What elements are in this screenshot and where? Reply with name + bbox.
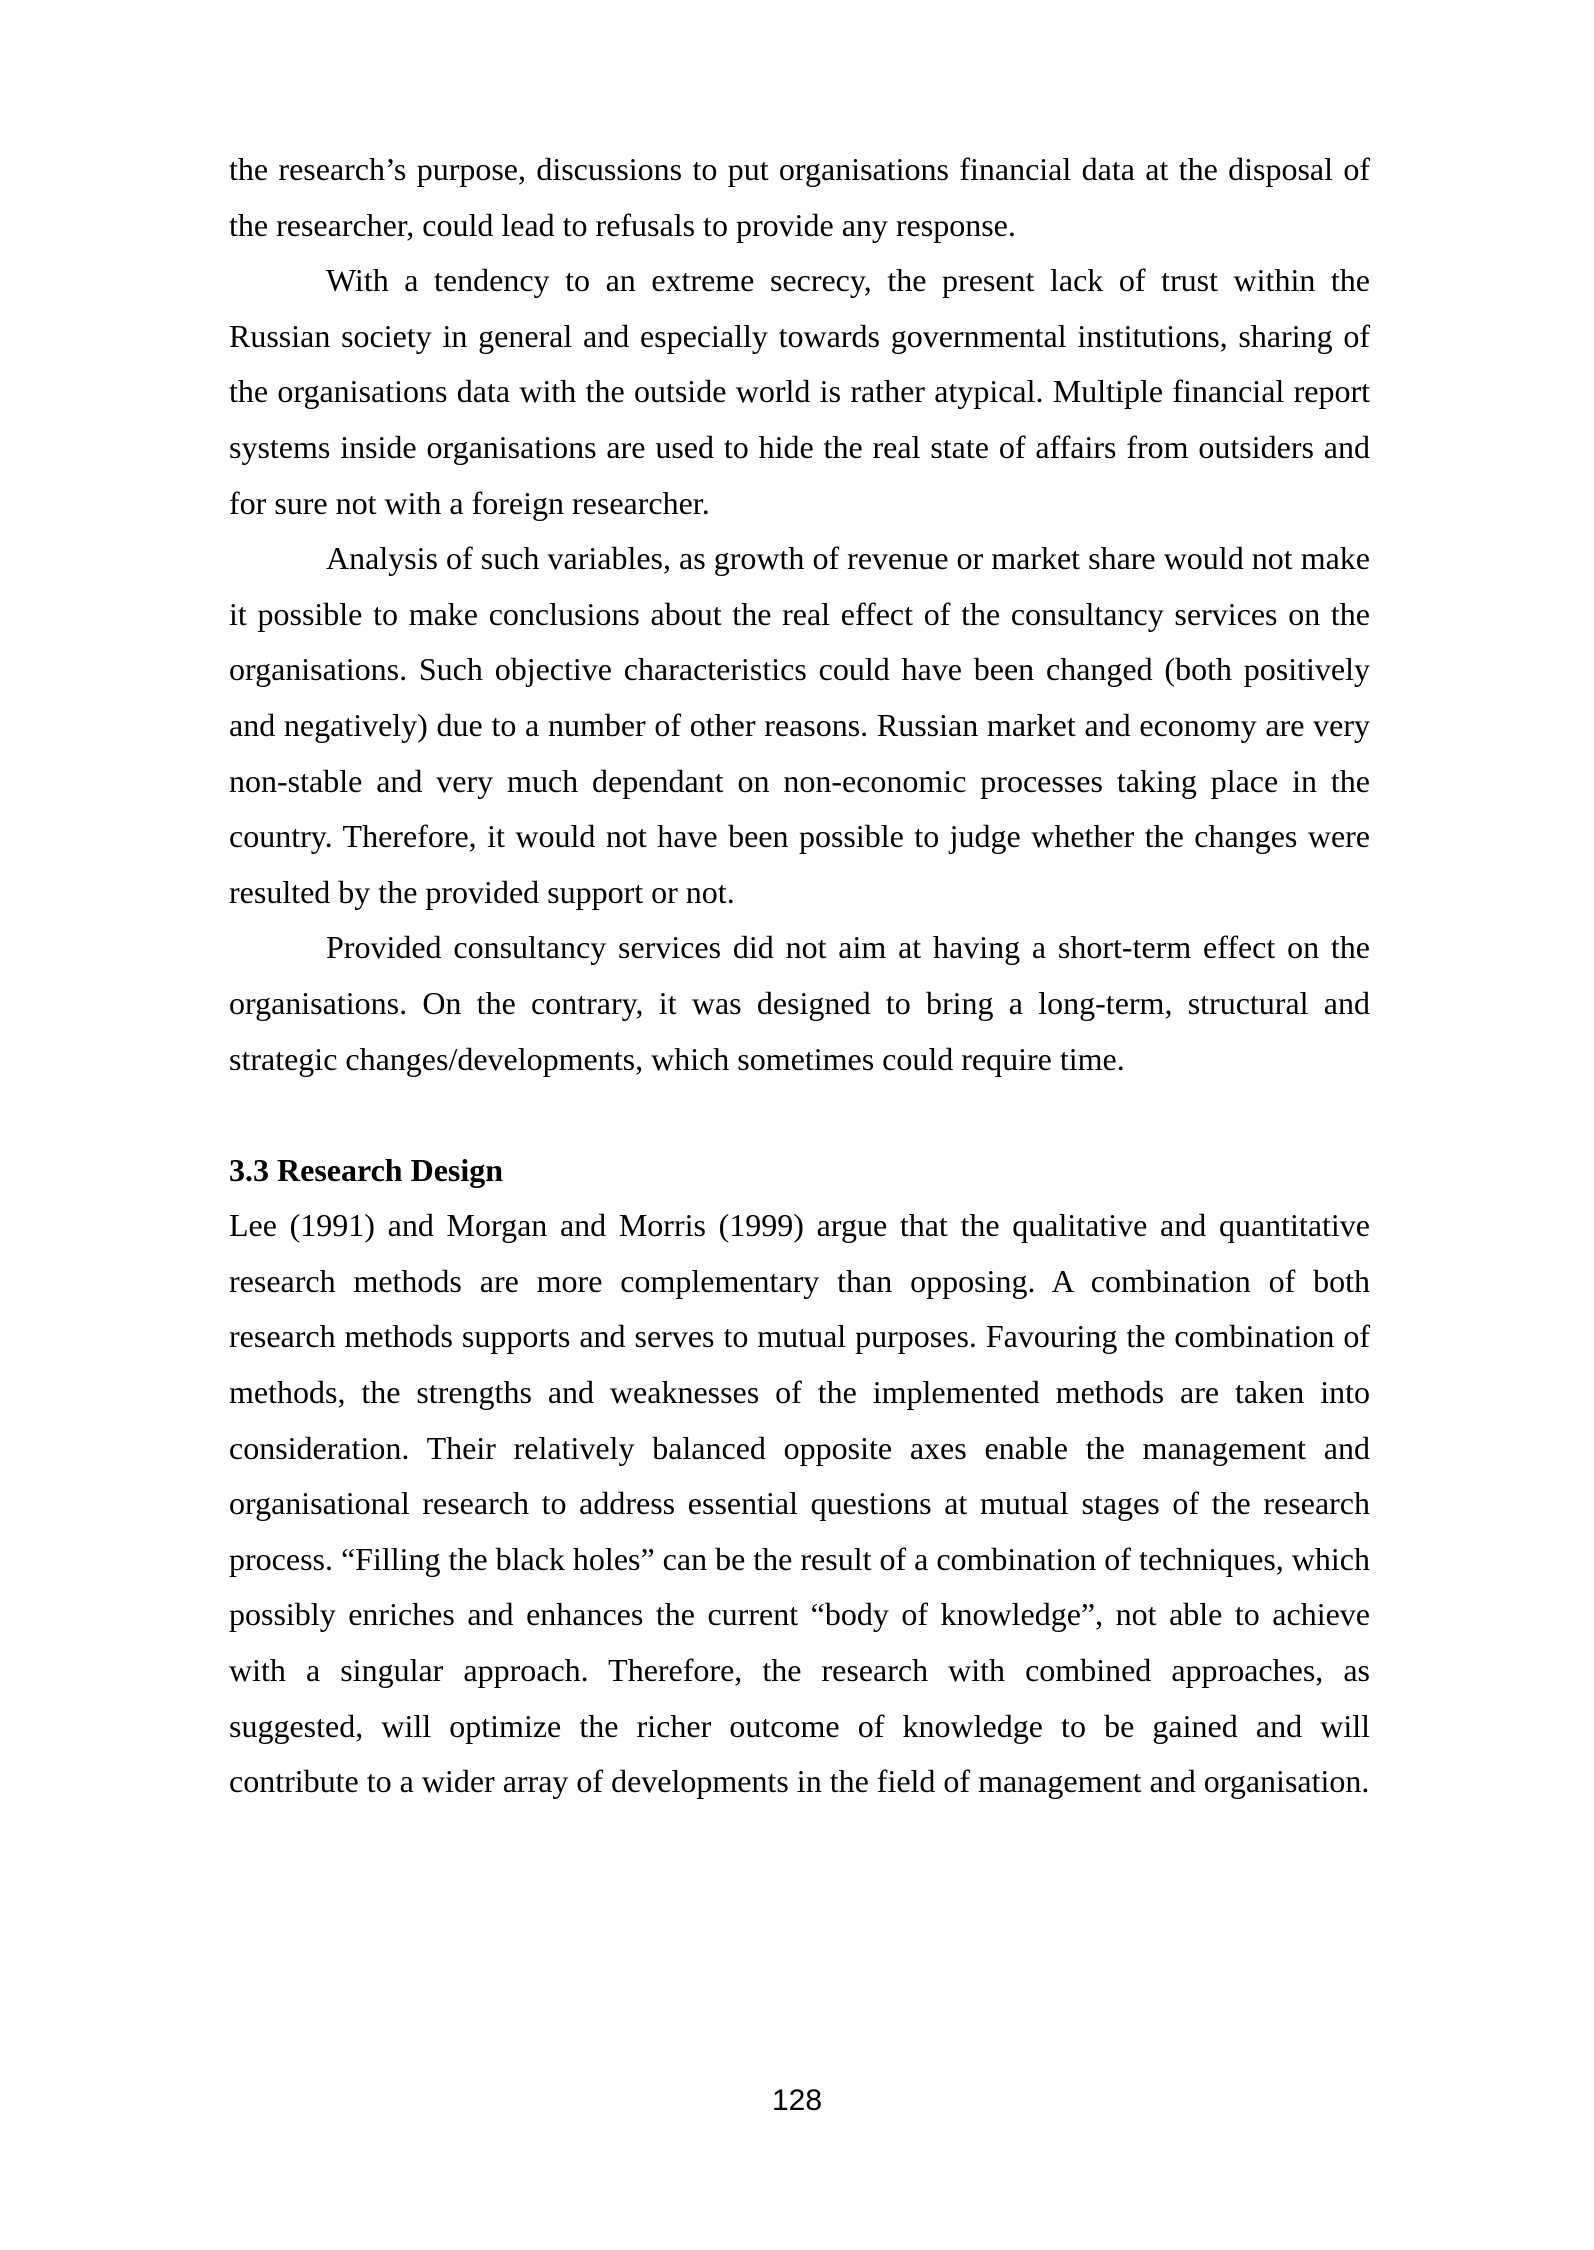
- body-paragraph: With a tendency to an extreme secrecy, the present lack of trust within the Russian society in general and especially towards governmental institutions, sharing of the organisations data with the outside world is rather atypical. Multiple financial report systems inside organisations are used to hide the real state of affairs from outsiders and for sure not with a foreign researcher.: [229, 262, 1370, 521]
- body-paragraph: Lee (1991) and Morgan and Morris (1999) argue that the qualitative and quantitative research methods are more complementary than opposing. A combination of both research methods supports and serves to mutual purposes. Favouring the combination of methods, the strengths and weaknesses of the implemented methods are taken into consideration. Their relatively balanced opposite axes enable the management and organisational research to address essential questions at mutual stages of the research process. “Filling the black holes” can be the result of a combination of techniques, which possibly enriches and enhances the current “body of knowledge”, not able to achieve with a singular approach. Therefore, the research with combined approaches, as suggested, will optimize the richer outcome of knowledge to be gained and will contribute to a wider array of developments in the field of management and organisation.: [229, 1207, 1370, 1800]
- section-heading: 3.3 Research Design: [229, 1151, 504, 1188]
- body-paragraph: the research’s purpose, discussions to put organisations financial data at the disposal of the researcher, could lead to refusals to provide any response.: [229, 151, 1370, 243]
- body-paragraph: Analysis of such variables, as growth of revenue or market share would not make it possible to make conclusions about the real effect of the consultancy services on the organisations. Such objective characteristics could have been changed (both positively and negatively) due to a number of other reasons. Russian market and economy are very non-stable and very much dependant on non-economic processes taking place in the country. Therefore, it would not have been possible to judge whether the changes were resulted by the provided support or not.: [229, 540, 1370, 910]
- body-paragraph: Provided consultancy services did not aim at having a short-term effect on the organisations. On the contrary, it was designed to bring a long-term, structural and strategic changes/developments, which sometimes could require time.: [229, 929, 1370, 1077]
- text-block: [229, 142, 1370, 1810]
- page-number: 128: [771, 2084, 823, 2117]
